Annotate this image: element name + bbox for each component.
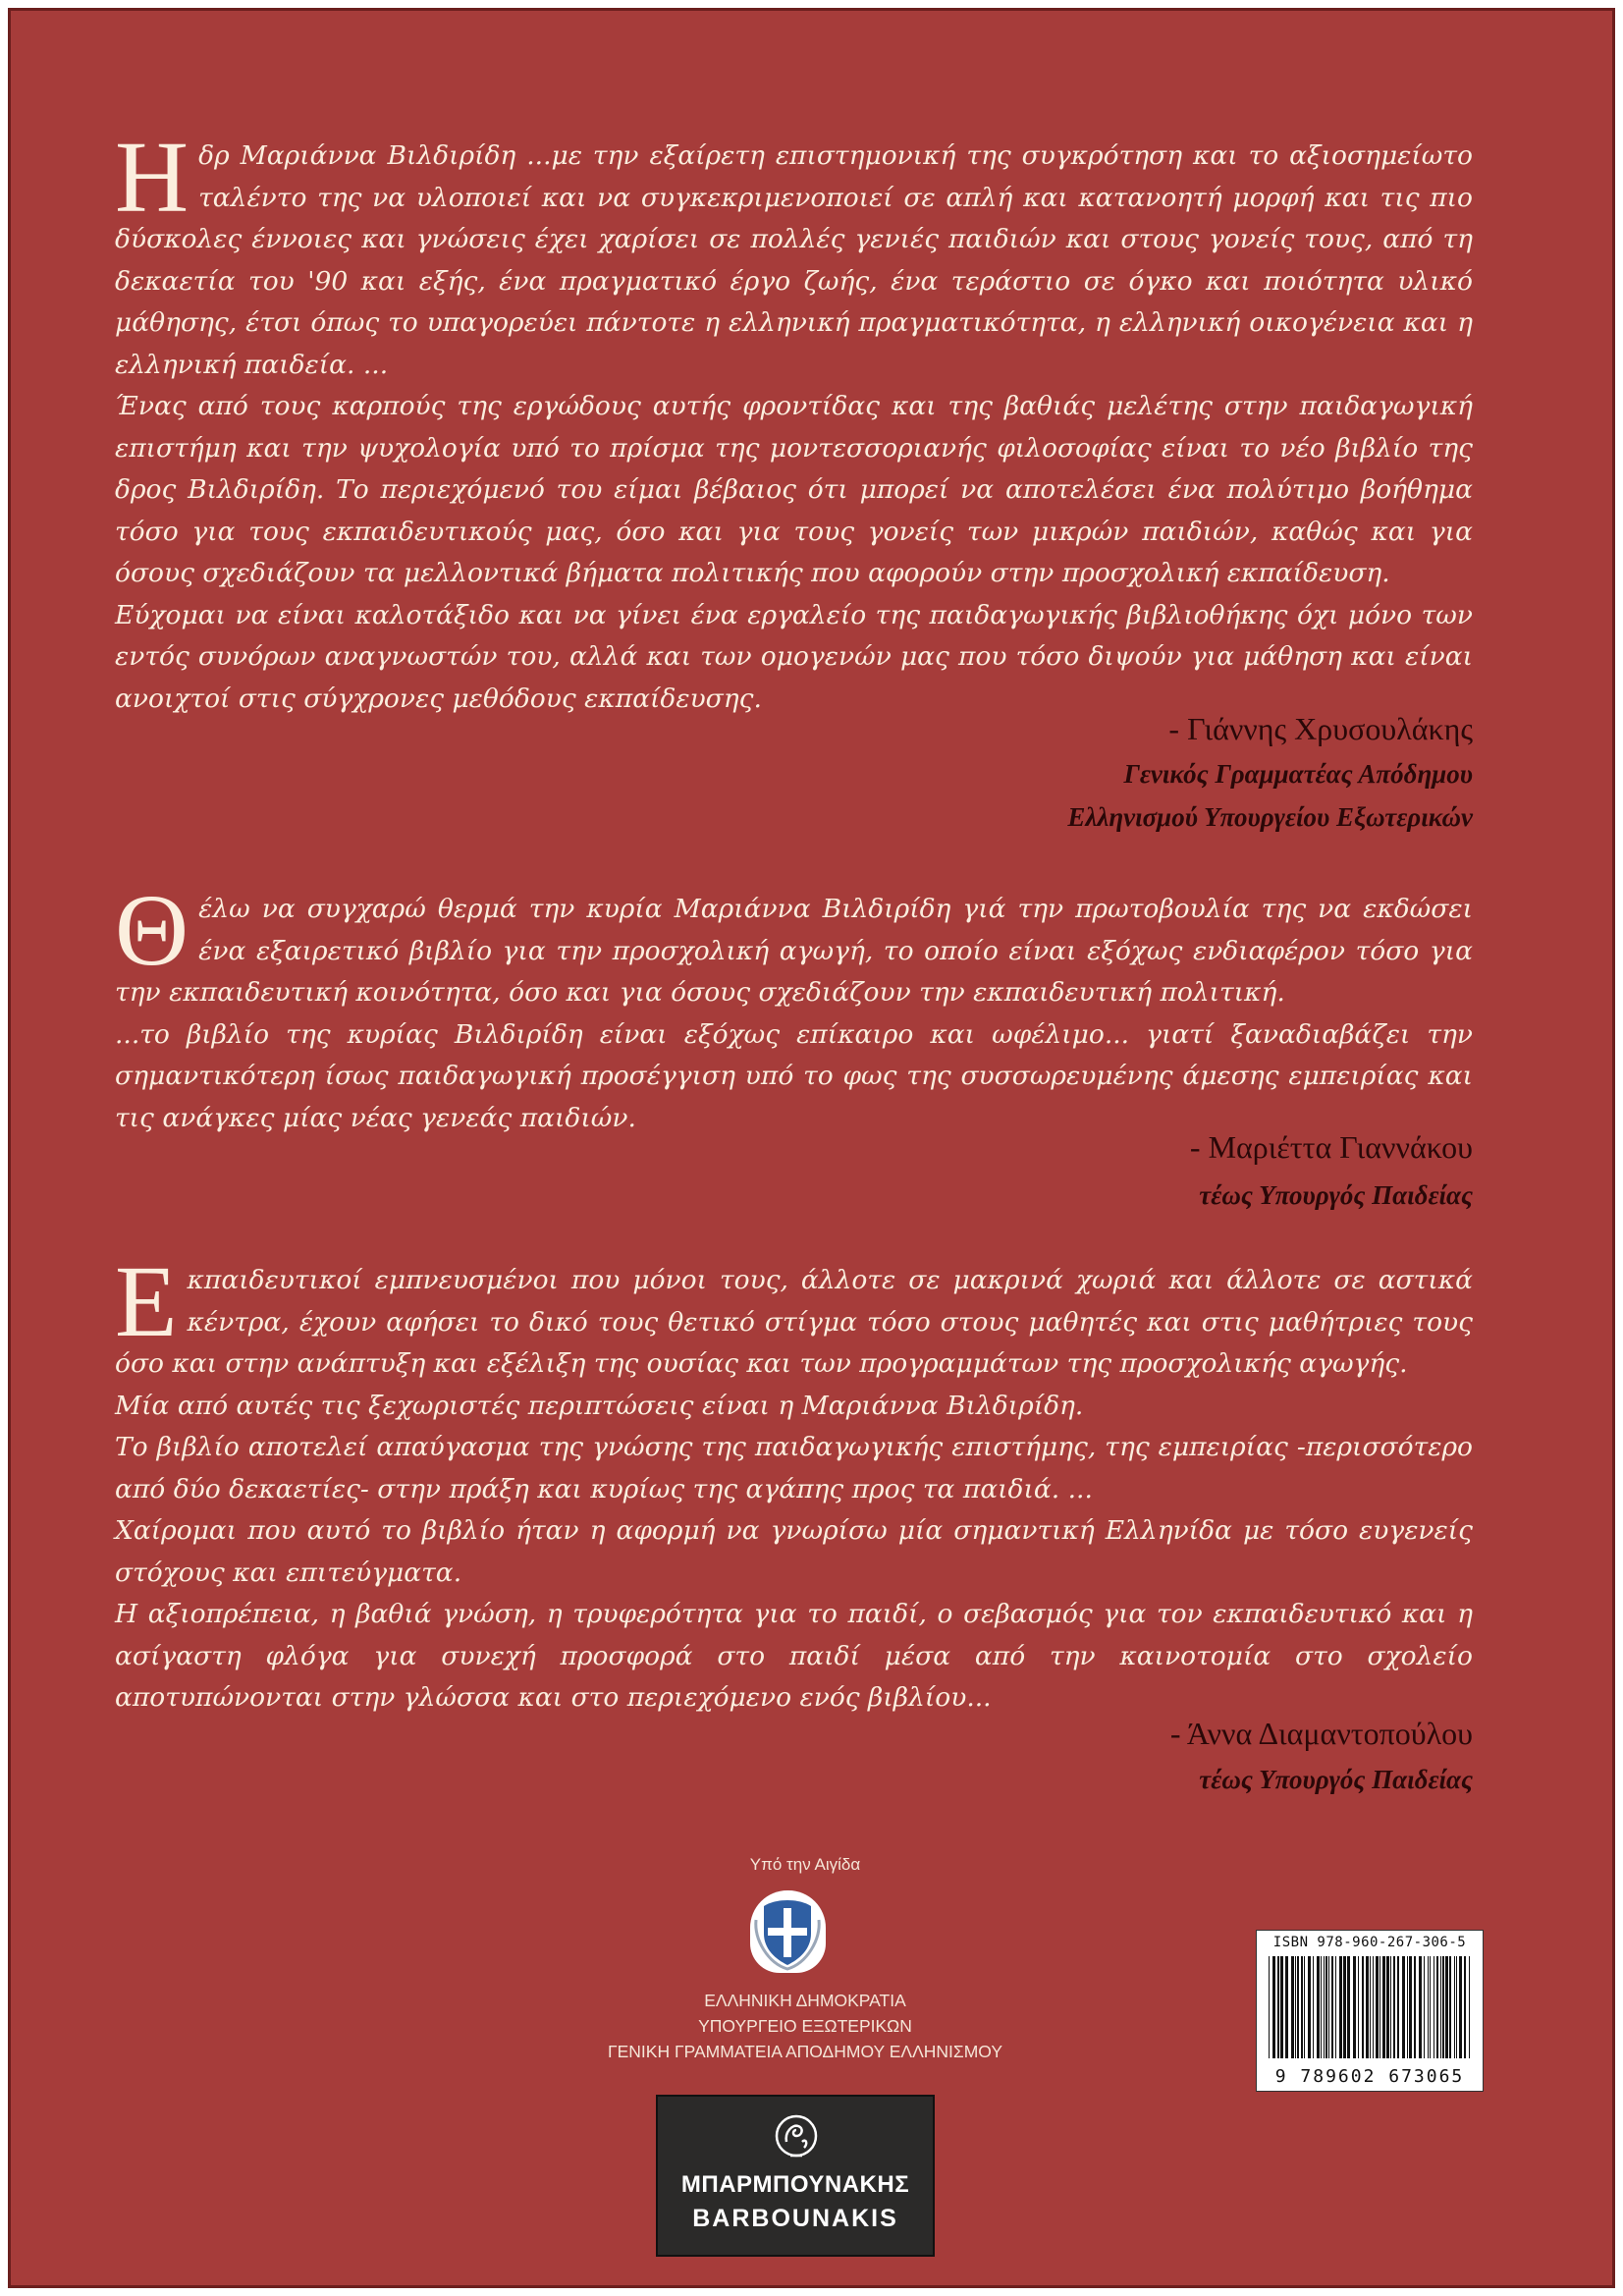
- blurb-paragraph: έλω να συγχαρώ θερμά την κυρία Μαριάννα Βιλδιρίδη γιά την πρωτοβουλία της να εκδώσει ένα εξαιρετικό βιβλίο για την προσχολική αγωγή, το οποίο είναι εξόχως ενδιαφέρον τόσο για την εκπαιδευτική κοινότητα, όσο και για όσους σχεδιάζουν την εκπαιδευτική πολιτική.: [115, 894, 1473, 1008]
- barcode-bar: [1291, 1956, 1294, 2058]
- barcode-bar: [1277, 1956, 1279, 2058]
- barcode-bar: [1366, 1956, 1369, 2058]
- barcode-bar: [1445, 1956, 1448, 2058]
- barcode-bar: [1464, 1956, 1466, 2058]
- barcode-bar: [1428, 1956, 1429, 2058]
- barcode-bar: [1402, 1956, 1405, 2058]
- barcode-bar: [1469, 1956, 1470, 2058]
- barcode-bar: [1409, 1956, 1412, 2058]
- barcode-bar: [1440, 1956, 1441, 2058]
- barcode-bar: [1324, 1956, 1325, 2058]
- ministry-line: ΕΛΛΗΝΙΚΗ ΔΗΜΟΚΡΑΤΙΑ: [704, 1991, 906, 2010]
- barcode-bar: [1407, 1956, 1408, 2058]
- blurb-paragraph: Η αξιοπρέπεια, η βαθιά γνώση, η τρυφερότητα για το παιδί, ο σεβασμός για τον εκπαιδευτικό και η ασίγαστη φλόγα για συνεχή προσφορά στο παιδί μέσα από την καινοτομία στο σχολείο αποτυπώνονται στην γλώσσα και στο περιεχόμενο ενός βιβλίου...: [115, 1599, 1473, 1713]
- barcode-bar: [1317, 1956, 1320, 2058]
- barcode-bar: [1393, 1956, 1395, 2058]
- blurb-paragraph: κπαιδευτικοί εμπνευσμένοι που μόνοι τους, άλλοτε σε μακρινά χωριά και άλλοτε σε αστικά κέντρα, έχουν αφήσει το δικό τους θετικό στίγμα τόσο στους μαθητές και στις μαθήτριες τους όσο και στην ανάπτυξη και εξέλιξη της ουσίας και των προγραμμάτων της προσχολικής αγωγής.: [115, 1265, 1473, 1379]
- barcode-bar: [1328, 1956, 1329, 2058]
- barcode-bar: [1376, 1956, 1379, 2058]
- barcode-bar: [1269, 1956, 1270, 2058]
- blurb-paragraph: δρ Μαριάννα Βιλδιρίδη ...με την εξαίρετη επιστημονική της συγκρότηση και το αξιοσημείωτο ταλέντο της να υλοποιεί και να συγκεκριμενοποιεί σε απλή και κατανοητή μορφή και τις πιο δύσκολες έννοιες και γνώσεις έχει χαρίσει σε πολλές γενιές παιδιών και στους γονείς τους, από τη δεκαετία του '90 και εξής, ένα πραγματικό έργο ζωής, ένα τεράστιο σε όγκο και ποιότητα υλικό μάθησης, έτσι όπως το υπαγορεύει πάντοτε η ελληνική πραγματικότητα, η ελληνική οικογένεια και η ελληνική παιδεία. ...: [115, 140, 1473, 380]
- author-title: Ελληνισμού Υπουργείου Εξωτερικών: [1067, 802, 1473, 832]
- barcode-bar: [1272, 1956, 1275, 2058]
- ministry-line: ΓΕΝΙΚΗ ΓΡΑΜΜΑΤΕΙΑ ΑΠΟΔΗΜΟΥ ΕΛΛΗΝΙΣΜΟΥ: [607, 2042, 1003, 2061]
- barcode-bar: [1456, 1956, 1457, 2058]
- barcode-bar: [1331, 1956, 1333, 2058]
- blurb-paragraph: Το βιβλίο αποτελεί απαύγασμα της γνώσης της παιδαγωγικής επιστήμης, της εμπειρίας -περισσότερο από δύο δεκαετίες- στην πράξη και κυρίως της αγάπης προς τα παιδιά. ...: [115, 1432, 1473, 1504]
- barcode-bar: [1325, 1956, 1327, 2058]
- barcode-bars: [1257, 1954, 1483, 2062]
- author-title: τέως Υπουργός Παιδείας: [1199, 1180, 1473, 1210]
- blurb-2: [115, 874, 1473, 1139]
- blurb-1: [115, 121, 1473, 720]
- ministry-line: ΥΠΟΥΡΓΕΙΟ ΕΞΩΤΕΡΙΚΩΝ: [698, 2016, 912, 2036]
- blurb-3: [115, 1245, 1473, 1720]
- barcode-bar: [1362, 1956, 1364, 2058]
- barcode-bar: [1419, 1956, 1422, 2058]
- barcode-bar: [1280, 1956, 1283, 2058]
- aegis-caption: Υπό την Αιγίδα: [749, 1855, 861, 1874]
- publisher-name-latin: BARBOUNAKIS: [692, 2205, 898, 2232]
- barbounakis-logo-icon: [773, 2112, 820, 2163]
- dropcap: Η: [115, 121, 189, 234]
- barcode-bar: [1436, 1956, 1438, 2058]
- author-signature: - Άννα Διαμαντοπούλου: [1169, 1716, 1473, 1751]
- coat-of-arms-icon: [750, 1890, 826, 1973]
- barcode-bar: [1343, 1956, 1346, 2058]
- barcode-bar: [1321, 1956, 1322, 2058]
- blurb-paragraph: Χαίρομαι που αυτό το βιβλίο ήταν η αφορμή να γνωρίσω μία σημαντική Ελληνίδα με τόσο ευγενείς στόχους και επιτεύγματα.: [115, 1515, 1473, 1588]
- author-signature: - Γιάννης Χρυσουλάκης: [1168, 711, 1473, 746]
- barcode-bar: [1390, 1956, 1391, 2058]
- barcode-bar: [1454, 1956, 1455, 2058]
- barcode-bar: [1285, 1956, 1288, 2058]
- isbn-barcode: [1256, 1930, 1484, 2092]
- author-title: Γενικός Γραμματέας Απόδημου: [1123, 759, 1473, 789]
- barcode-bar: [1373, 1956, 1374, 2058]
- isbn-digits: 9 789602 673065: [1274, 2066, 1465, 2087]
- ministry-block: [511, 1988, 1100, 2064]
- author-signature: - Μαριέττα Γιαννάκου: [1189, 1129, 1473, 1165]
- barcode-bar: [1370, 1956, 1371, 2058]
- barcode-bar: [1313, 1956, 1314, 2058]
- barcode-bar: [1397, 1956, 1399, 2058]
- isbn-label: ISBN 978-960-267-306-5: [1272, 1935, 1467, 1950]
- barcode-bar: [1414, 1956, 1416, 2058]
- blurb-paragraph: ...το βιβλίο της κυρίας Βιλδιρίδη είναι εξόχως επίκαιρο και ωφέλιμο... γιατί ξαναδιαβάζει την σημαντικότερη ίσως παιδαγωγική προσέγγιση υπό το φως της συσσωρευμένης άμεσης εμπειρίας και τις ανάγκες μίας νέας γενεάς παιδιών.: [115, 1018, 1473, 1133]
- barcode-bar: [1301, 1956, 1303, 2058]
- barcode-bar: [1424, 1956, 1425, 2058]
- author-title: τέως Υπουργός Παιδείας: [1199, 1765, 1473, 1794]
- barcode-bar: [1347, 1956, 1350, 2058]
- blurb-paragraph: Ένας από τους καρπούς της εργώδους αυτής φροντίδας και της βαθιάς μελέτης στην παιδαγωγική επιστήμη και την ψυχολογία υπό το πρίσμα της μοντεσσοριανής φιλοσοφίας είναι το νέο βιβλίο της δρος Βιλδιρίδη. Το περιεχόμενό του είμαι βέβαιος ότι μπορεί να αποτελέσει ένα πολύτιμο βοήθημα τόσο για τους εκπαιδευτικούς μας, όσο και για τους γονείς των μικρών παιδιών, καθώς και για όσους σχεδιάζουν τα μελλοντικά βήματα πολιτικής που αφορούν στην προσχολική εκπαίδευση.: [115, 391, 1473, 588]
- publisher-logo-block: [656, 2095, 935, 2257]
- barcode-bar: [1358, 1956, 1359, 2058]
- publisher-name-greek: ΜΠΑΡΜΠΟΥΝΑΚΗΣ: [680, 2171, 910, 2198]
- barcode-bar: [1297, 1956, 1299, 2058]
- barcode-bar: [1430, 1956, 1431, 2058]
- dropcap: Ε: [115, 1245, 178, 1358]
- blurb-paragraph: Μία από αυτές τις ξεχωριστές περιπτώσεις είναι η Μαριάννα Βιλδιρίδη.: [115, 1390, 1084, 1421]
- barcode-bar: [1442, 1956, 1444, 2058]
- barcode-bar: [1335, 1956, 1336, 2058]
- barcode-bar: [1339, 1956, 1342, 2058]
- barcode-bar: [1382, 1956, 1385, 2058]
- barcode-bar: [1308, 1956, 1311, 2058]
- barcode-bar: [1449, 1956, 1451, 2058]
- blurb-paragraph: Εύχομαι να είναι καλοτάξιδο και να γίνει ένα εργαλείο της παιδαγωγικής βιβλιοθήκης όχι μόνο των εντός συνόρων αναγνωστών του, αλλά και των ομογενών μας που τόσο διψούν για μάθηση και είναι ανοιχτοί στις σύγχρονες μεθόδους εκπαίδευσης.: [115, 599, 1473, 714]
- barcode-bar: [1353, 1956, 1356, 2058]
- dropcap: Θ: [115, 874, 189, 987]
- barcode-bar: [1386, 1956, 1389, 2058]
- barcode-bar: [1304, 1956, 1305, 2058]
- barcode-bar: [1459, 1956, 1462, 2058]
- barcode-bar: [1295, 1956, 1296, 2058]
